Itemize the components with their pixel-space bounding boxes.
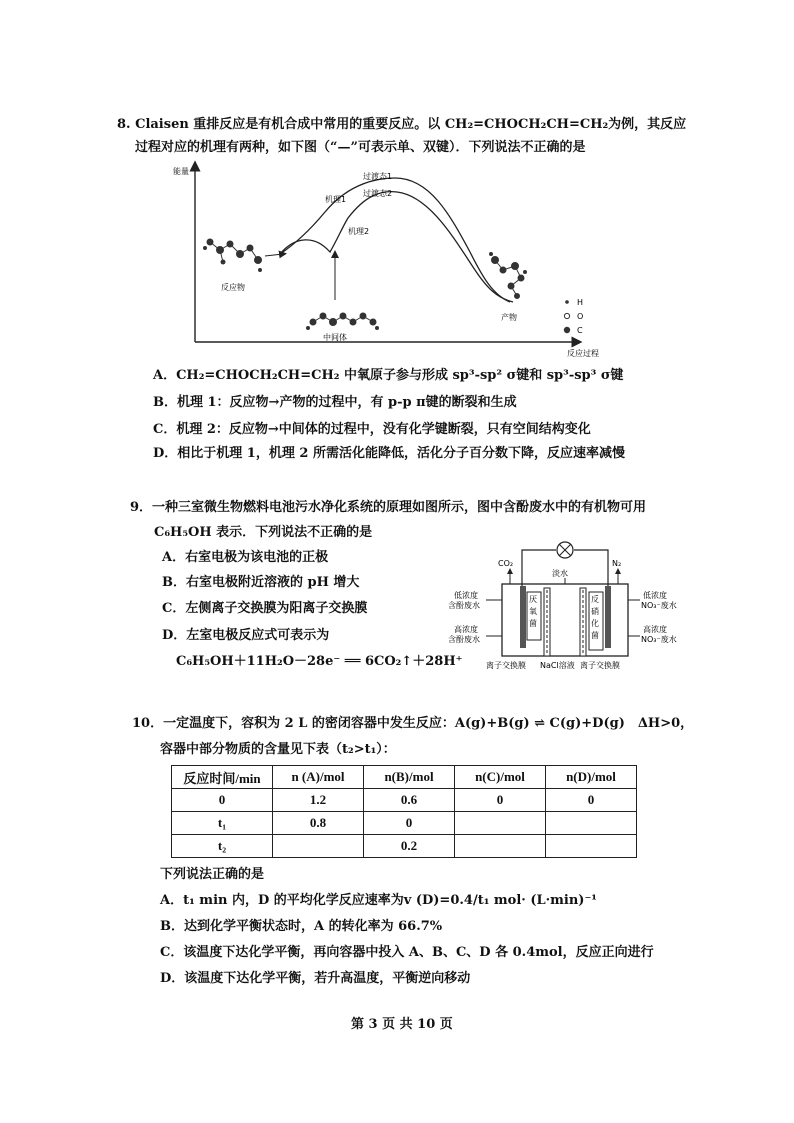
co2-label: CO₂	[498, 559, 514, 568]
q10-option-d: D．该温度下达化学平衡，若升高温度，平衡逆向移动	[160, 971, 471, 986]
reactant-label: 反应物	[221, 283, 245, 292]
left-electrode	[520, 586, 526, 648]
low-phenol-label-1: 低浓度	[454, 591, 478, 600]
table-row	[172, 812, 637, 835]
high-nitrate-label-1: 高浓度	[643, 625, 667, 634]
legend-h-label: H	[577, 298, 584, 307]
table-header: n (A)/mol	[273, 766, 364, 789]
atom-legend	[564, 298, 583, 335]
low-nitrate-label-1: 低浓度	[643, 591, 667, 600]
table-cell: 0.2	[364, 835, 455, 858]
q8-option-c: C．机理 2：反应物→中间体的过程中，没有化学键断裂，只有空间结构变化	[153, 422, 591, 437]
high-phenol-label-1: 高浓度	[454, 625, 478, 634]
y-axis-label-part1: 能量	[173, 167, 189, 176]
table-row	[172, 835, 637, 858]
product-label: 产物	[501, 313, 517, 322]
reactant-arrow	[265, 254, 283, 256]
transition-state-2-label: 过渡态2	[363, 189, 393, 198]
mechanism-2-curve	[280, 192, 513, 302]
carbon-legend-icon	[564, 327, 570, 333]
low-nitrate-label-2: NO₃⁻废水	[641, 601, 677, 610]
table-cell	[546, 835, 637, 858]
table-cell: 0	[364, 812, 455, 835]
anaerobe-char-3: 菌	[529, 619, 537, 628]
left-membrane-label: 离子交换膜	[486, 661, 526, 670]
denitrifier-char-1: 反	[591, 595, 599, 604]
external-wire	[522, 550, 556, 588]
q8-option-a: A．CH₂=CHOCH₂CH=CH₂ 中氧原子参与形成 sp³-sp² σ键和 sp³-sp³ σ键	[153, 368, 624, 383]
page-footer: 第 3 页 共 10 页	[351, 1017, 453, 1032]
q10-prompt: 下列说法正确的是	[160, 867, 265, 882]
mechanism-1-curve	[280, 178, 510, 302]
table-cell: 0.6	[364, 789, 455, 812]
oxygen-legend-icon	[564, 313, 569, 318]
q9-option-a: A．右室电极为该电池的正极	[162, 550, 329, 565]
q9-stem-line2: C₆H₅OH 表示．下列说法不正确的是	[154, 525, 373, 540]
intermediate-label: 中间体	[323, 333, 347, 342]
anaerobe-char-1: 厌	[529, 595, 537, 604]
legend-c-label: C	[577, 326, 583, 335]
q8-stem-line1: 8. Claisen 重排反应是有机合成中常用的重要反应。以 CH₂=CHOCH₂CH=CH₂为例，其反应	[117, 117, 687, 132]
reactant-molecule-icon	[204, 239, 262, 272]
table-cell: 1.2	[273, 789, 364, 812]
table-header: n(C)/mol	[455, 766, 546, 789]
q9-option-d: D．左室电极反应式可表示为	[162, 628, 330, 643]
mechanism-1-label: 机理1	[325, 195, 347, 204]
table-header: n(B)/mol	[364, 766, 455, 789]
low-phenol-label-2: 含酚废水	[448, 601, 480, 610]
fresh-water-label: 淡水	[552, 569, 568, 578]
q8-stem-line2: 过程对应的机理有两种，如下图（“—”可表示单、双键）．下列说法不正确的是	[135, 140, 586, 155]
mechanism-2-label: 机理2	[348, 227, 370, 236]
right-membrane-label: 离子交换膜	[580, 661, 620, 670]
q8-option-b: B．机理 1：反应物→产物的过程中，有 p-p π键的断裂和生成	[153, 395, 517, 410]
external-wire-right	[574, 550, 608, 588]
denitrifier-char-4: 菌	[591, 631, 599, 640]
table-header-row	[172, 766, 637, 789]
q9-option-b: B．右室电极附近溶液的 pH 增大	[162, 575, 360, 590]
q9-stem-line1: 9．一种三室微生物燃料电池污水净化系统的原理如图所示，图中含酚废水中的有机物可用	[130, 500, 647, 515]
table-cell: t₁	[172, 812, 273, 835]
q10-stem-line1: 10．一定温度下，容积为 2 L 的密闭容器中发生反应：A(g)+B(g) ⇌ C(g)+D(g) ΔH>0，	[132, 716, 694, 731]
q10-option-b: B．达到化学平衡状态时，A 的转化率为 66.7%	[160, 919, 443, 934]
hydrogen-legend-icon	[565, 300, 569, 304]
table-cell: 0.8	[273, 812, 364, 835]
denitrifier-char-2: 硝	[591, 607, 599, 616]
legend-o-label: O	[577, 312, 584, 321]
high-phenol-label-2: 含酚废水	[448, 635, 480, 644]
q10-option-c: C．该温度下达化学平衡，再向容器中投入 A、B、C、D 各 0.4mol，反应正向进行	[160, 945, 654, 960]
anaerobe-char-2: 氧	[529, 607, 537, 616]
q9-option-c: C．左侧离子交换膜为阳离子交换膜	[162, 601, 368, 616]
q10-option-a: A．t₁ min 内，D 的平均化学反应速率为v (D)=0.4/t₁ mol· (L·min)⁻¹	[160, 893, 598, 908]
denitrifier-char-3: 化	[591, 619, 599, 628]
table-cell	[273, 835, 364, 858]
intermediate-molecule-icon	[307, 313, 379, 330]
table-cell	[546, 812, 637, 835]
amount-table	[171, 765, 637, 858]
high-nitrate-label-2: NO₃⁻废水	[641, 635, 677, 644]
q9-equation: C₆H₅OH＋11H₂O－28e⁻ ══ 6CO₂↑＋28H⁺	[176, 654, 463, 669]
transition-state-1-label: 过渡态1	[363, 172, 393, 181]
table-cell	[455, 812, 546, 835]
q10-stem-line2: 容器中部分物质的含量见下表（t₂>t₁）：	[160, 742, 396, 757]
nacl-solution-label: NaCl溶液	[540, 661, 575, 670]
fuel-cell-diagram	[440, 540, 690, 672]
table-cell: t₂	[172, 835, 273, 858]
table-header: 反应时间/min	[172, 766, 273, 789]
right-electrode	[605, 586, 611, 648]
x-axis-label: 反应过程	[567, 349, 599, 358]
table-cell	[455, 835, 546, 858]
table-row	[172, 789, 637, 812]
table-cell: 0	[546, 789, 637, 812]
energy-diagram	[165, 160, 615, 360]
table-cell: 0	[172, 789, 273, 812]
n2-label: N₂	[612, 559, 622, 568]
table-header: n(D)/mol	[546, 766, 637, 789]
q8-option-d: D．相比于机理 1，机理 2 所需活化能降低，活化分子百分数下降，反应速率减慢	[153, 446, 625, 461]
table-cell: 0	[455, 789, 546, 812]
